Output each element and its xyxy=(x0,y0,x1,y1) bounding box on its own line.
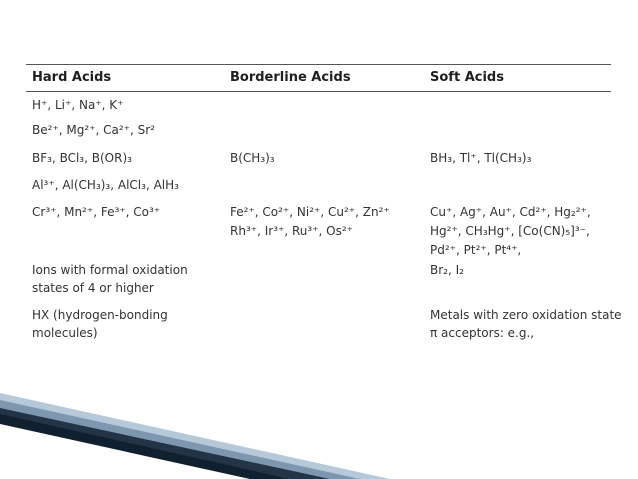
soft-row-7-line-1: Metals with zero oxidation state xyxy=(430,308,622,322)
hard-row-7-line-2: molecules) xyxy=(32,326,98,340)
table-header-rule xyxy=(26,91,611,92)
borderline-row-3: B(CH₃)₃ xyxy=(230,151,275,165)
soft-row-6: Br₂, I₂ xyxy=(430,263,464,277)
hard-row-2: Be²⁺, Mg²⁺, Ca²⁺, Sr² xyxy=(32,123,155,137)
borderline-row-5-line-1: Fe²⁺, Co²⁺, Ni²⁺, Cu²⁺, Zn²⁺ xyxy=(230,205,390,219)
hard-row-5: Cr³⁺, Mn²⁺, Fe³⁺, Co³⁺ xyxy=(32,205,161,219)
soft-row-5-line-3: Pd²⁺, Pt²⁺, Pt⁴⁺, xyxy=(430,243,522,257)
soft-row-7-line-2: π acceptors: e.g., xyxy=(430,326,535,340)
header-soft-acids: Soft Acids xyxy=(430,70,504,85)
soft-row-5-line-1: Cu⁺, Ag⁺, Au⁺, Cd²⁺, Hg₂²⁺, xyxy=(430,205,591,219)
hard-row-3: BF₃, BCl₃, B(OR)₃ xyxy=(32,151,132,165)
hard-row-6-line-1: Ions with formal oxidation xyxy=(32,263,188,277)
soft-row-5-line-2: Hg²⁺, CH₃Hg⁺, [Co(CN)₅]³⁻, xyxy=(430,224,590,238)
borderline-row-5-line-2: Rh³⁺, Ir³⁺, Ru³⁺, Os²⁺ xyxy=(230,224,353,238)
hard-row-6-line-2: states of 4 or higher xyxy=(32,281,154,295)
hard-row-7-line-1: HX (hydrogen-bonding xyxy=(32,308,168,322)
hard-row-4: Al³⁺, Al(CH₃)₃, AlCl₃, AlH₃ xyxy=(32,178,179,192)
table-top-rule xyxy=(26,64,611,65)
soft-row-3: BH₃, Tl⁺, Tl(CH₃)₃ xyxy=(430,151,532,165)
header-borderline-acids: Borderline Acids xyxy=(230,70,351,85)
hard-row-1: H⁺, Li⁺, Na⁺, K⁺ xyxy=(32,98,124,112)
header-hard-acids: Hard Acids xyxy=(32,70,112,85)
